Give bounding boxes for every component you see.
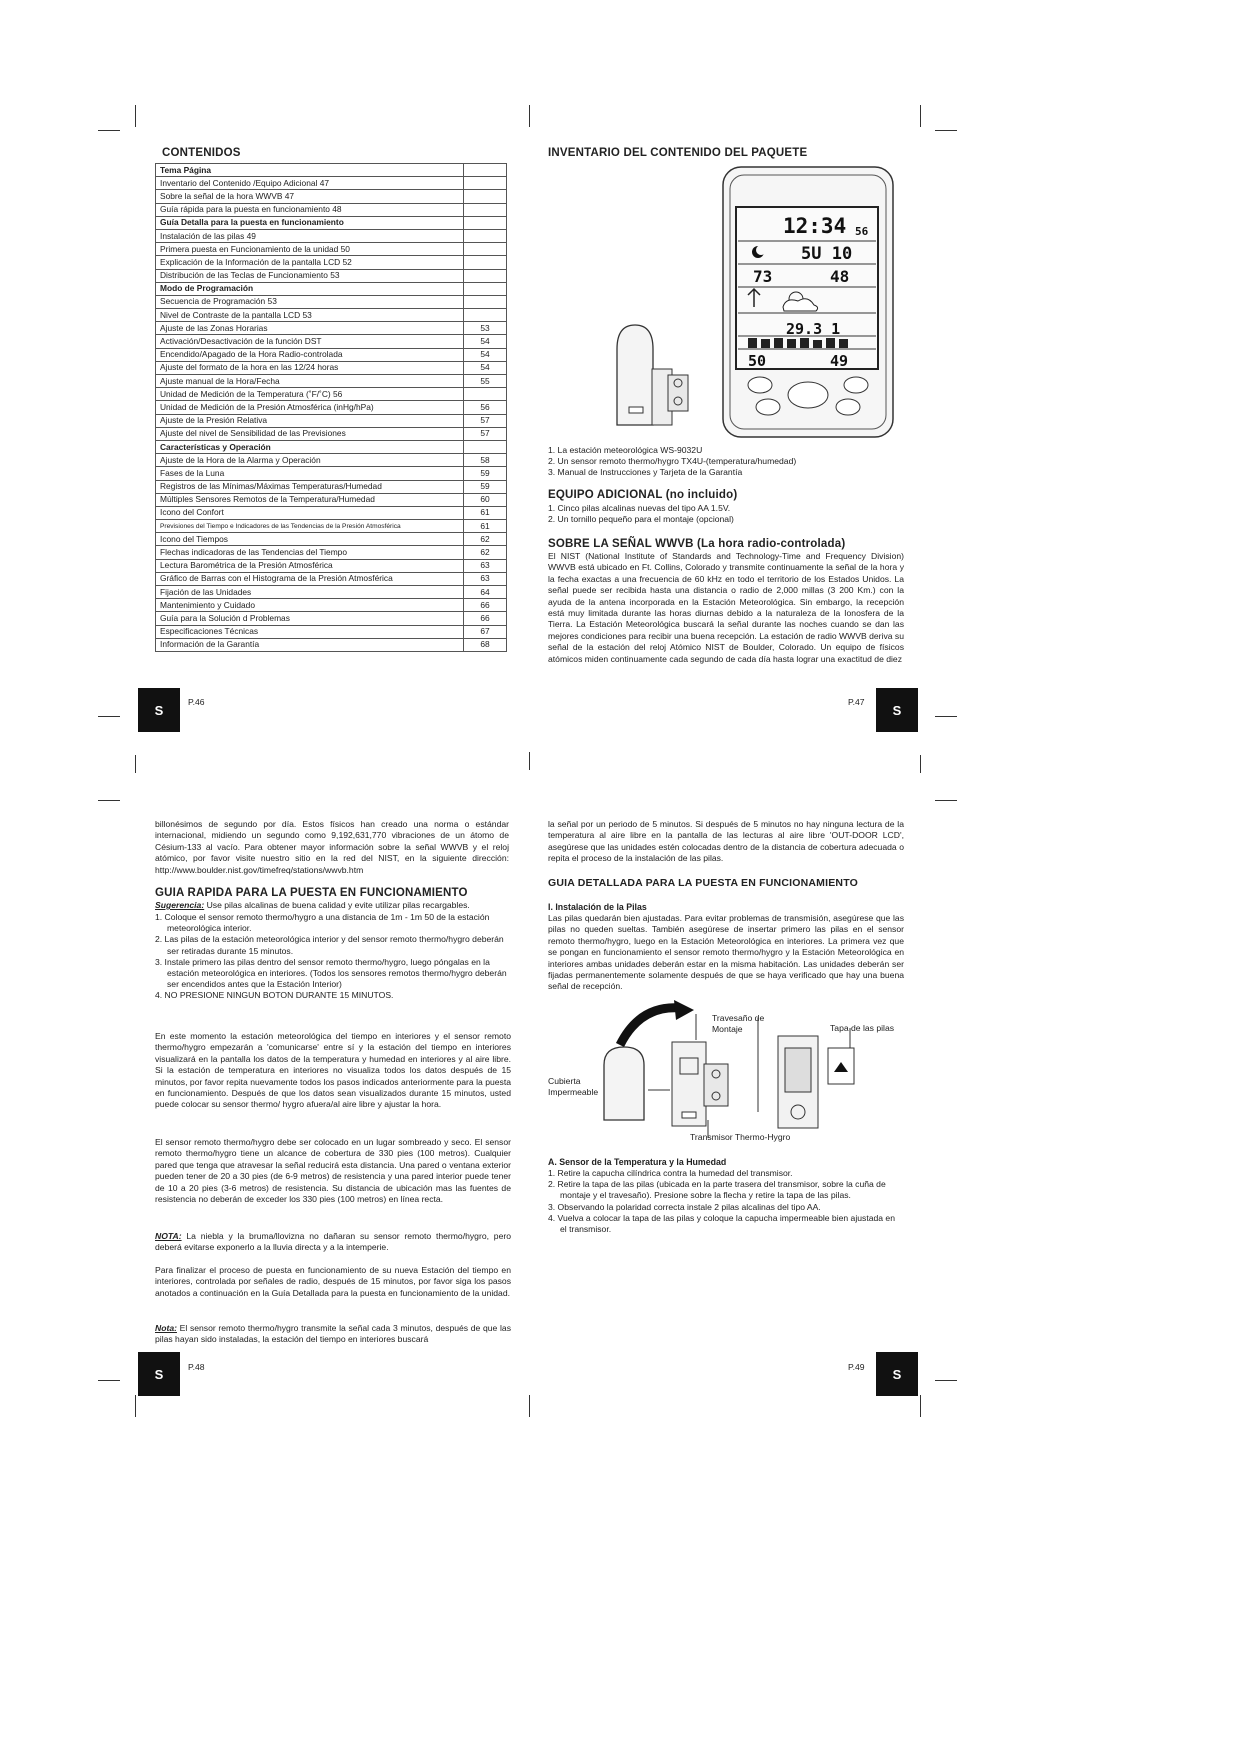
toc-row <box>156 282 507 295</box>
toc-page <box>464 256 507 269</box>
toc-row <box>156 467 507 480</box>
section-tab: S <box>876 688 918 732</box>
crop-mark <box>920 755 921 773</box>
sugerencia-text: Use pilas alcalinas de buena calidad y evite utilizar pilas recargables. <box>204 900 470 910</box>
toc-row <box>156 216 507 229</box>
crop-mark <box>98 800 120 801</box>
toc-label: Mantenimiento y Cuidado <box>156 599 464 612</box>
toc-label: Distribución de las Teclas de Funcionamiento 53 <box>156 269 464 282</box>
lcd-time: 12:34 <box>783 214 847 238</box>
toc-row <box>156 559 507 572</box>
toc-label: Instalación de las pilas 49 <box>156 229 464 242</box>
nota-label: Nota: <box>155 1323 177 1333</box>
instalacion-pilas-text: Las pilas quedarán bien ajustadas. Para evitar problemas de transmisión, asegúrese que las pilas no queden sueltas. También asegúrese de insertar primero las pilas en el sensor remoto thermo/hygro, luego en la Estación Meteorológica en interiores. La primera vez que se pongan en funcionamiento el sensor remoto thermo/hygro y la Estación Meteorológica en interiores ambas unidades deberán estar en la misma habitación. Las unidades deberán ser fijadas permanentemente solamente después de que se haya verificado que hay una buena señal de recepción. <box>548 913 904 992</box>
toc-label: Unidad de Medición de la Presión Atmosférica (inHg/hPa) <box>156 401 464 414</box>
quick-step: 3. Instale primero las pilas dentro del sensor remoto thermo/hygro, luego póngalas en la estación meteorológica en interiores. (Todos los sensores remotos thermo/hygro deberán ser encendidos antes que la Estación Interior) <box>155 956 507 990</box>
toc-row <box>156 177 507 190</box>
section-tab: S <box>876 1352 918 1396</box>
toc-row <box>156 414 507 427</box>
page-number: P.49 <box>848 1362 865 1372</box>
toc-row <box>156 625 507 638</box>
toc-page: 53 <box>464 322 507 335</box>
crop-mark <box>935 1380 957 1381</box>
toc-label: Activación/Desactivación de la función DST <box>156 335 464 348</box>
toc-label: Primera puesta en Funcionamiento de la unidad 50 <box>156 243 464 256</box>
section-tab: S <box>138 1352 180 1396</box>
toc-row <box>156 506 507 519</box>
label-cubierta: Cubierta Impermeable <box>548 1076 599 1098</box>
toc-page: 67 <box>464 625 507 638</box>
weather-station-illustration <box>608 163 908 441</box>
toc-row <box>156 243 507 256</box>
p48-intro: billonésimos de segundo por día. Estos físicos han creado una norma o estándar internacional, midiendo un segundo como 9,192,631,770 vibraciones de un átomo de Césium-133 al vacío. Para obtener mayor información sobre la señal WWVB y el reloj atómico, por favor visite nuestro sitio en la red del NIST, en la siguiente dirección: http://www.boulder.nist.gov/timefreq/stations/wwvb.htm <box>155 819 509 875</box>
wwvb-title: SOBRE LA SEÑAL WWVB (La hora radio-controlada) <box>548 538 846 550</box>
toc-row <box>156 203 507 216</box>
crop-mark <box>135 755 136 773</box>
toc-page <box>464 216 507 229</box>
instalacion-pilas-subtitle: I. Instalación de la Pilas <box>548 902 647 912</box>
toc-label: Ajuste de las Zonas Horarias <box>156 322 464 335</box>
toc-page <box>464 282 507 295</box>
inventory-list <box>548 445 888 479</box>
sensor-steps <box>548 1168 904 1235</box>
toc-row <box>156 190 507 203</box>
toc-row <box>156 229 507 242</box>
nota-text: El sensor remoto thermo/hygro transmite la señal cada 3 minutos, después de que las pilas hayan sido instaladas, la estación del tiempo en interiores buscará <box>155 1323 511 1345</box>
toc-row <box>156 520 507 533</box>
toc-page: 62 <box>464 546 507 559</box>
toc-row <box>156 586 507 599</box>
toc-page: 55 <box>464 375 507 388</box>
toc-label: Ajuste de la Hora de la Alarma y Operación <box>156 454 464 467</box>
section-tab: S <box>138 688 180 732</box>
equipo-title: EQUIPO ADICIONAL (no incluido) <box>548 489 738 501</box>
lcd-hum-in: 48 <box>830 267 850 286</box>
toc-label: Fases de la Luna <box>156 467 464 480</box>
toc-label: Explicación de la Información de la pantalla LCD 52 <box>156 256 464 269</box>
crop-mark <box>529 752 530 770</box>
toc-row <box>156 322 507 335</box>
quick-steps <box>155 912 511 1002</box>
toc-label: Inventario del Contenido /Equipo Adicional 47 <box>156 177 464 190</box>
inventory-item: 3. Manual de Instrucciones y Tarjeta de la Garantía <box>548 467 743 478</box>
lcd-temp-in: 73 <box>753 267 773 286</box>
toc-page <box>464 243 507 256</box>
toc-row <box>156 572 507 585</box>
toc-page <box>464 229 507 242</box>
quick-step: 1. Coloque el sensor remoto thermo/hygro a una distancia de 1m - 1m 50 de la estación meteorológica interior. <box>155 912 490 934</box>
toc-page: 56 <box>464 401 507 414</box>
lcd-seconds: 56 <box>855 225 869 238</box>
p49-intro: la señal por un periodo de 5 minutos. Si después de 5 minutos no hay ninguna lectura de la temperatura al aire libre en la pantalla de las lecturas al aire libre 'OUT-DOOR LCD', asegúrese que las unidades estén colocadas dentro de la distancia de cobertura adecuada o repita el proceso de la instalación de las pilas. <box>548 819 904 864</box>
toc-label: Guía rápida para la puesta en funcionamiento 48 <box>156 203 464 216</box>
toc-label: Guía para la Solución d Problemas <box>156 612 464 625</box>
toc-page <box>464 203 507 216</box>
toc-row <box>156 388 507 401</box>
wwvb-text: El NIST (National Institute of Standards and Technology-Time and Frequency Division) WWVB está ubicado en Ft. Collins, Colorado y transmite continuamente la señal de la hora y la fecha exactas a una frecuencia de 60 kHz en todo el territorio de los Estados Unidos. La señal puede ser recibida hasta una distancia o radio de 2,000 millas (3 200 Km.) con la ayuda de la antena incorporada en la Estación Meteorológica. Sin embargo, la recepción está muy limitada durante las horas diurnas debido a la naturaleza de la Ionosfera de la Tierra. La Estación Meteorológica buscará la señal durante las noches cuando se dan las mejores condiciones para recibir una buena recepción. La estación de radio WWVB deriva su señal de la estación del reloj Atómico NIST de Boulder, Colorado. Un equipo de físicos atómicos miden continuamente cada segundo de cada día hasta lograr una exactitud de diez <box>548 551 904 664</box>
toc-label: Especificaciones Técnicas <box>156 625 464 638</box>
page-number: P.48 <box>188 1362 205 1372</box>
toc-page <box>464 440 507 453</box>
guia-rapida-title: GUIA RAPIDA PARA LA PUESTA EN FUNCIONAMIENTO <box>155 887 468 899</box>
lcd-pressure: 29.3 1 <box>786 320 841 338</box>
toc-page <box>464 177 507 190</box>
toc-page: 58 <box>464 454 507 467</box>
sensor-step: 3. Observando la polaridad correcta instale 2 pilas alcalinas del tipo AA. <box>548 1201 821 1212</box>
toc-label: Ajuste del formato de la hora en las 12/24 horas <box>156 361 464 374</box>
toc-label: Información de la Garantía <box>156 638 464 651</box>
toc-page: 57 <box>464 427 507 440</box>
toc-label: Registros de las Mínimas/Máximas Temperaturas/Humedad <box>156 480 464 493</box>
crop-mark <box>529 1395 530 1417</box>
toc-page: 54 <box>464 348 507 361</box>
toc-label: Características y Operación <box>156 440 464 453</box>
equipo-item: 1. Cinco pilas alcalinas nuevas del tipo AA 1.5V. <box>548 503 731 513</box>
toc-label: Flechas indicadoras de las Tendencias del Tiempo <box>156 546 464 559</box>
sensor-step: 1. Retire la capucha cilíndrica contra la humedad del transmisor. <box>548 1168 793 1178</box>
p48-nota2 <box>155 1323 511 1346</box>
toc-label: Ajuste manual de la Hora/Fecha <box>156 375 464 388</box>
toc-label: Guía Detalla para la puesta en funcionamiento <box>156 216 464 229</box>
toc-row <box>156 599 507 612</box>
toc-label: Secuencia de Programación 53 <box>156 295 464 308</box>
equipo-list <box>548 503 888 525</box>
p48-para3: Para finalizar el proceso de puesta en funcionamiento de su nueva Estación del tiempo en interiores, controlada por señales de radio, después de 15 minutos, por favor siga los pasos anotados a continuación en la Guía Detallada para la puesta en funcionamiento de la unidad. <box>155 1265 511 1298</box>
p48-para2: El sensor remoto thermo/hygro debe ser colocado en un lugar sombreado y seco. El sensor remoto thermo/hygro tiene un alcance de cobertura de 330 pies (100 metros). Cualquier pared que tenga que atravesar la señal reducirá esta distancia. Una pared o ventana exterior pueden tener de 20 a 30 pies (de 6-9 metros) de resistencia y una pared interior puede tener de 10 a 20 pies (3-6 metros) de resistencia. Su distancia de ubicación mas las fuentes de resistencia no deberán de exceder los 330 pies (100 metros) en línea recta. <box>155 1137 511 1205</box>
toc-label: Encendido/Apagado de la Hora Radio-controlada <box>156 348 464 361</box>
toc-row <box>156 480 507 493</box>
toc-page: 61 <box>464 520 507 533</box>
inventory-title: INVENTARIO DEL CONTENIDO DEL PAQUETE <box>548 147 808 159</box>
label-tapa-pilas: Tapa de las pilas <box>830 1023 895 1033</box>
guia-detallada-title: GUIA DETALLADA PARA LA PUESTA EN FUNCIONAMIENTO <box>548 877 859 889</box>
page-number: P.47 <box>848 697 865 707</box>
toc-row <box>156 335 507 348</box>
lcd-date: 5U 10 <box>801 244 853 264</box>
toc-label: Icono del Tiempos <box>156 533 464 546</box>
toc-row <box>156 638 507 651</box>
crop-mark <box>935 800 957 801</box>
toc-row <box>156 612 507 625</box>
toc-page <box>464 164 507 177</box>
toc-label: Nivel de Contraste de la pantalla LCD 53 <box>156 309 464 322</box>
sensor-subtitle: A. Sensor de la Temperatura y la Humedad <box>548 1157 727 1167</box>
toc-row <box>156 375 507 388</box>
toc-page: 59 <box>464 467 507 480</box>
crop-mark <box>98 1380 120 1381</box>
toc-page: 60 <box>464 493 507 506</box>
equipo-item: 2. Un tornillo pequeño para el montaje (opcional) <box>548 514 734 525</box>
toc-row <box>156 440 507 453</box>
toc-page <box>464 190 507 203</box>
toc-row <box>156 309 507 322</box>
toc-page: 66 <box>464 612 507 625</box>
toc-page: 54 <box>464 335 507 348</box>
crop-mark <box>98 716 120 717</box>
toc-row <box>156 401 507 414</box>
toc-label: Lectura Barométrica de la Presión Atmosférica <box>156 559 464 572</box>
toc-page: 64 <box>464 586 507 599</box>
toc-label: Gráfico de Barras con el Histograma de la Presión Atmosférica <box>156 572 464 585</box>
sensor-step: 2. Retire la tapa de las pilas (ubicada en la parte trasera del transmisor, sobre la cuña de montaje y el travesaño). Presione sobre la flecha y retire la tapa de las pilas. <box>548 1179 886 1201</box>
sugerencia <box>155 900 511 911</box>
toc-page: 63 <box>464 559 507 572</box>
crop-mark <box>935 716 957 717</box>
crop-mark <box>135 105 136 127</box>
toc-label: Ajuste de la Presión Relativa <box>156 414 464 427</box>
toc-row <box>156 427 507 440</box>
toc-row <box>156 348 507 361</box>
p48-nota1 <box>155 1231 511 1254</box>
p48-para1: En este momento la estación meteorológica del tiempo en interiores y el sensor remoto thermo/hygro empezarán a 'comunicarse' entre sí y la estación del tiempo en interiores visualizará en la pantalla los datos de la temperatura y humedad en interiores y al aire libre. Si la estación de temperatura en interiores no visualiza todos los datos después de 15 minutos, por favor repita nuevamente todos los pasos indicados anteriormente para la puesta en funcionamiento. Después de que los datos sean visualizados durante 15 minutos, usted puede colocar su sensor thermo/ hygro afuera/al aire libre y ajustar la hora. <box>155 1031 511 1110</box>
toc-label: Tema Página <box>156 164 464 177</box>
label-transmisor: Transmisor Thermo-Hygro <box>690 1132 791 1142</box>
toc-label: Icono del Confort <box>156 506 464 519</box>
toc-row <box>156 164 507 177</box>
nota-text: La niebla y la bruma/llovizna no dañaran su sensor remoto thermo/hygro, pero deberá evitarse exponerlo a la lluvia directa y a la intemperie. <box>155 1231 511 1253</box>
crop-mark <box>920 105 921 127</box>
contents-title: CONTENIDOS <box>162 147 241 159</box>
remote-sensor-drawing <box>617 325 688 425</box>
toc-row <box>156 269 507 282</box>
page-number: P.46 <box>188 697 205 707</box>
toc-page <box>464 295 507 308</box>
crop-mark <box>529 105 530 127</box>
toc-label: Unidad de Medición de la Temperatura (˚F/˚C) 56 <box>156 388 464 401</box>
contents-table <box>155 163 507 652</box>
toc-label: Modo de Programación <box>156 282 464 295</box>
inventory-item: 1. La estación meteorológica WS-9032U <box>548 445 703 455</box>
toc-label: Fijación de las Unidades <box>156 586 464 599</box>
toc-page: 61 <box>464 506 507 519</box>
toc-row <box>156 533 507 546</box>
label-travesano: Travesaño de Montaje <box>712 1013 765 1035</box>
toc-page: 62 <box>464 533 507 546</box>
quick-step: 4. NO PRESIONE NINGUN BOTON DURANTE 15 MINUTOS. <box>155 990 394 1001</box>
toc-label: Múltiples Sensores Remotos de la Temperatura/Humedad <box>156 493 464 506</box>
crop-mark <box>935 130 957 131</box>
nota-label: NOTA: <box>155 1231 182 1241</box>
lcd-hum-out: 49 <box>830 352 849 370</box>
toc-page: 57 <box>464 414 507 427</box>
sensor-step: 4. Vuelva a colocar la tapa de las pilas y coloque la capucha impermeable bien ajustada en el transmisor. <box>548 1212 895 1235</box>
crop-mark <box>135 1395 136 1417</box>
toc-page <box>464 388 507 401</box>
sugerencia-label: Sugerencia: <box>155 900 205 910</box>
toc-row <box>156 256 507 269</box>
toc-page <box>464 269 507 282</box>
toc-row <box>156 493 507 506</box>
toc-label: Ajuste del nivel de Sensibilidad de las Previsiones <box>156 427 464 440</box>
crop-mark <box>920 1395 921 1417</box>
crop-mark <box>98 130 120 131</box>
toc-page: 63 <box>464 572 507 585</box>
quick-step: 2. Las pilas de la estación meteorológica interior y del sensor remoto thermo/hygro deberán ser retiradas durante 15 minutos. <box>155 934 504 956</box>
toc-label: Sobre la señal de la hora WWVB 47 <box>156 190 464 203</box>
inventory-item: 2. Un sensor remoto thermo/hygro TX4U-(temperatura/humedad) <box>548 456 797 467</box>
toc-row <box>156 546 507 559</box>
toc-row <box>156 295 507 308</box>
toc-page: 66 <box>464 599 507 612</box>
toc-page: 59 <box>464 480 507 493</box>
toc-row <box>156 361 507 374</box>
toc-page: 54 <box>464 361 507 374</box>
toc-page: 68 <box>464 638 507 651</box>
toc-label: Previsiones del Tiempo e Indicadores de las Tendencias de la Presión Atmosférica <box>156 520 464 533</box>
toc-row <box>156 454 507 467</box>
lcd-temp-out: 50 <box>748 352 767 370</box>
toc-page <box>464 309 507 322</box>
